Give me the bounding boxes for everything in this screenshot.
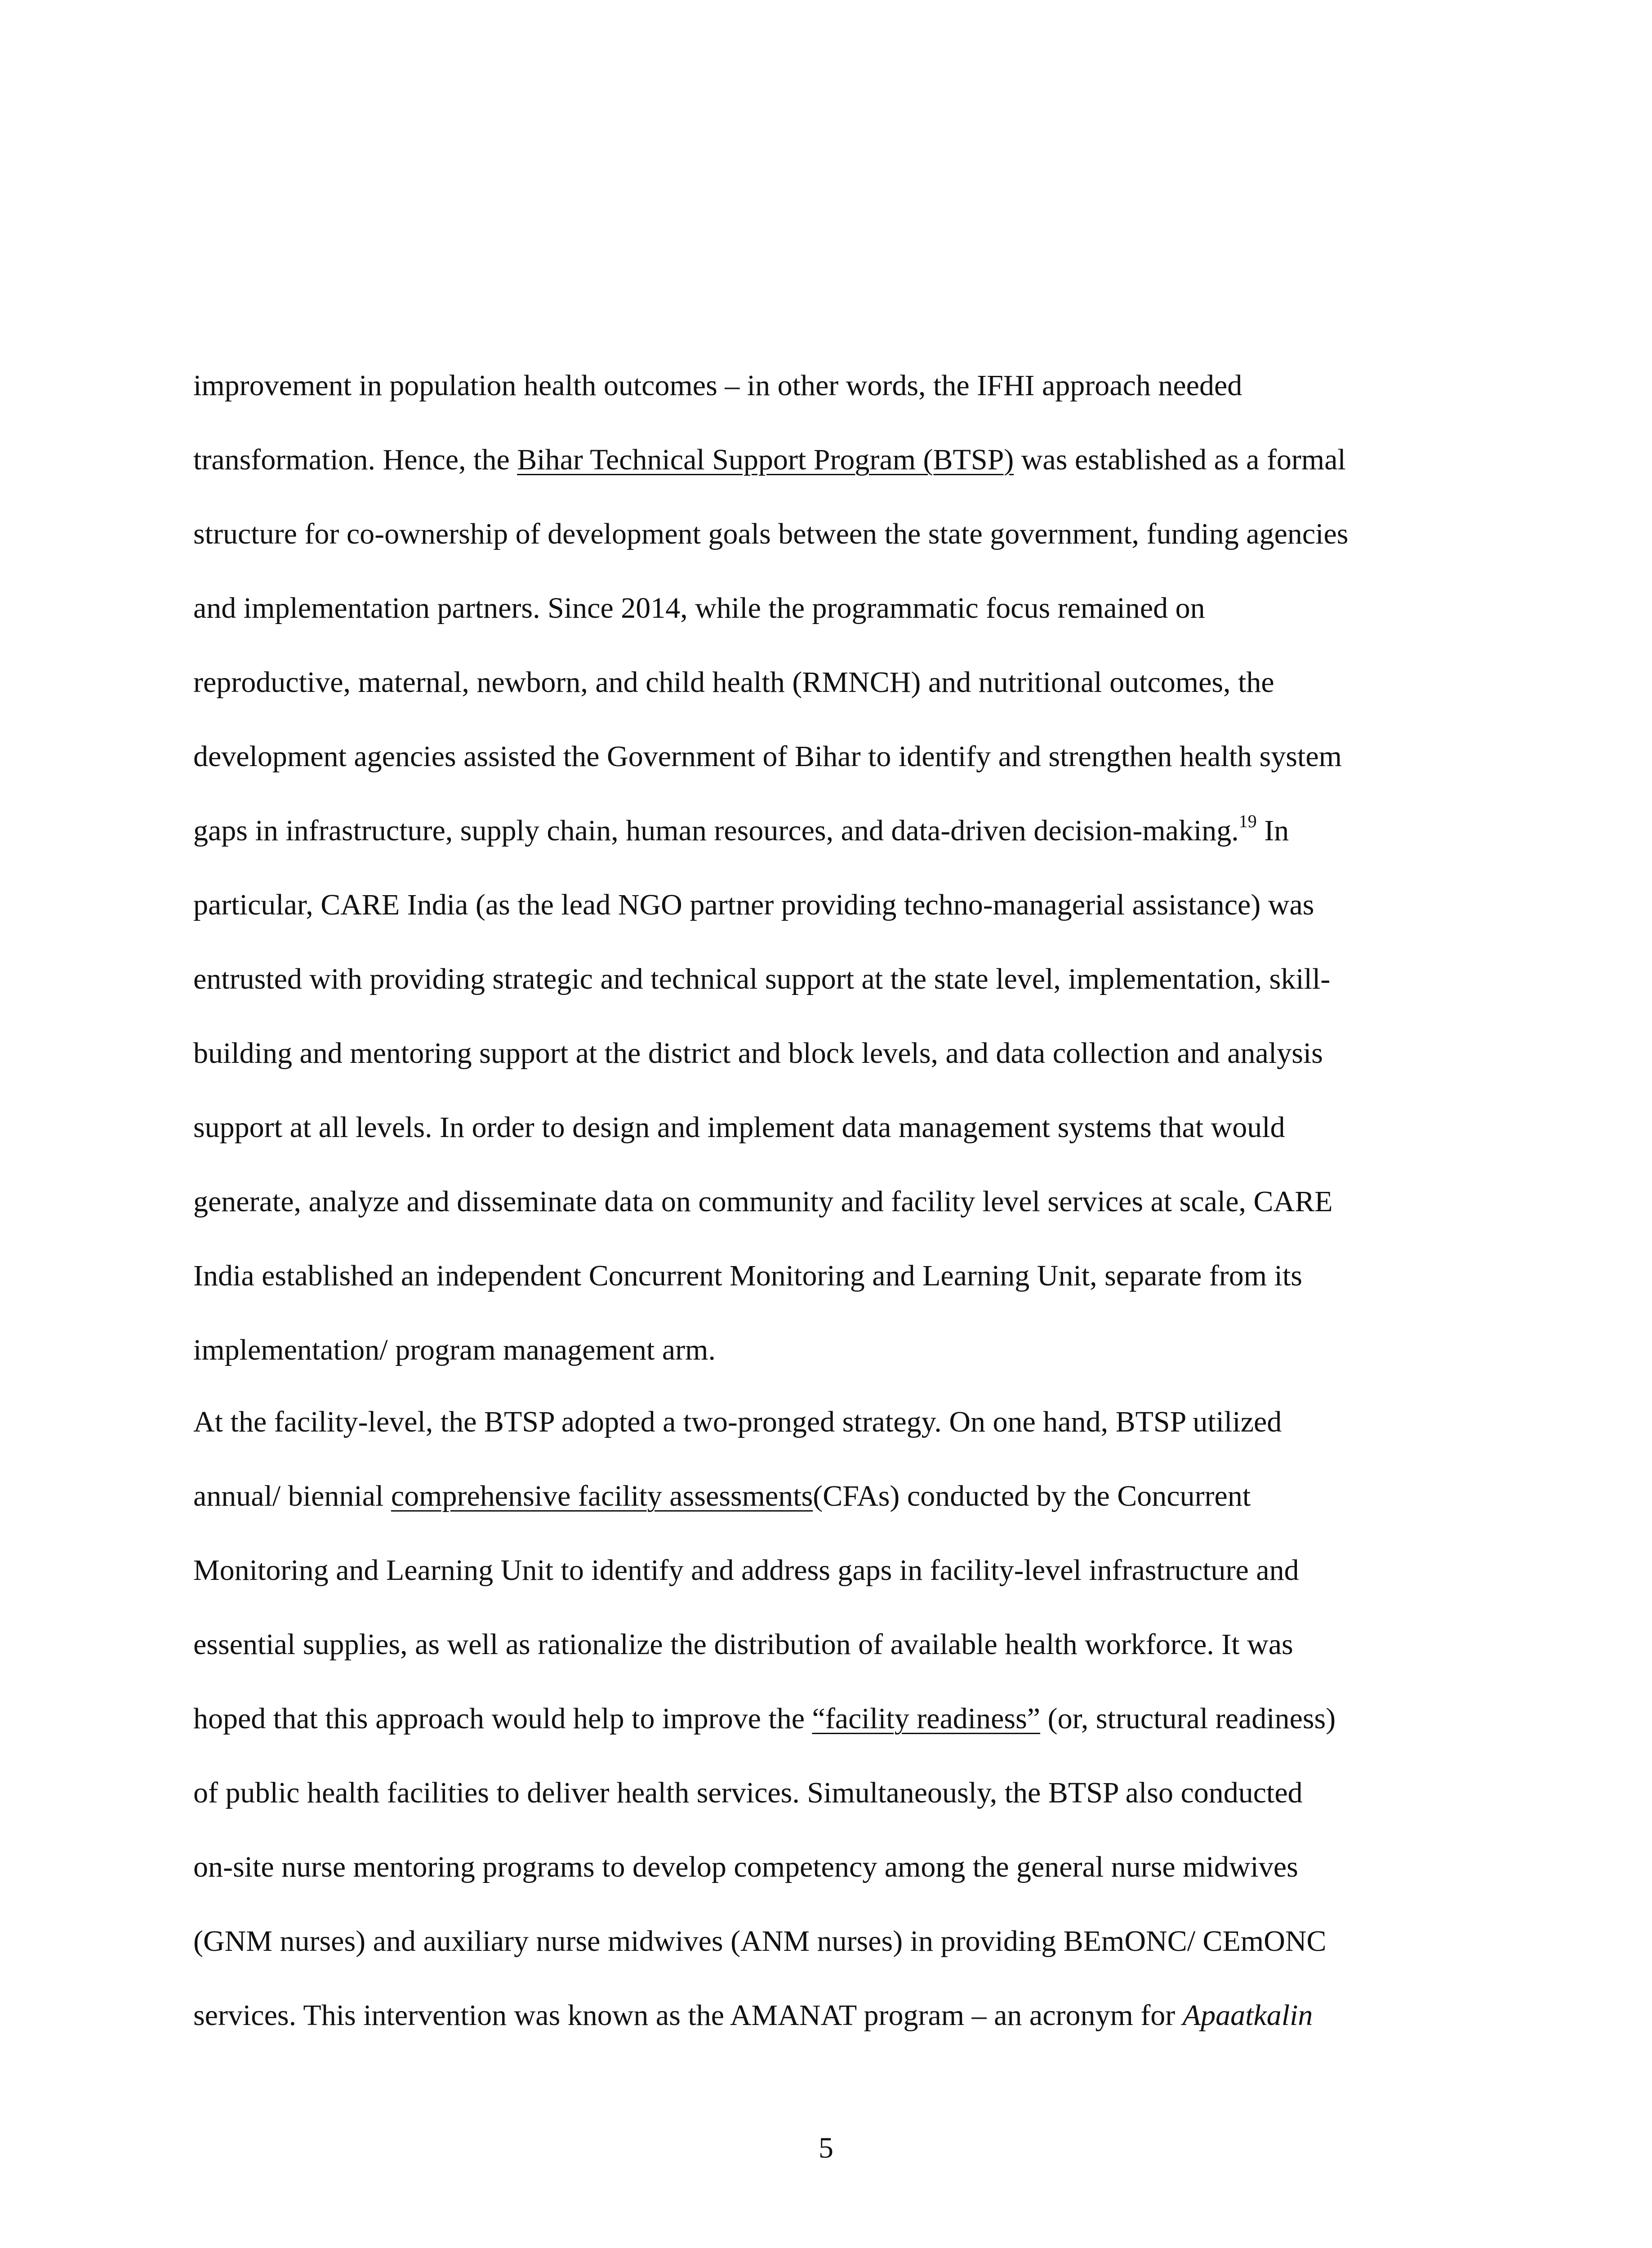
facility-readiness-link[interactable]: “facility readiness” — [812, 1702, 1041, 1735]
text-span: (or, structural readiness) — [1040, 1702, 1336, 1735]
text-line — [193, 1704, 1336, 1734]
text-line — [193, 811, 1289, 847]
text-line: entrusted with providing strategic and technical support at the state level, implementation, skill- — [193, 963, 1331, 995]
text-line: of public health facilities to deliver health services. Simultaneously, the BTSP also conducted — [193, 1776, 1303, 1809]
btsp-link[interactable]: Bihar Technical Support Program (BTSP) — [517, 443, 1014, 476]
text-span: In — [1256, 814, 1289, 847]
text-line: essential supplies, as well as rationalize the distribution of available health workforce. It was — [193, 1628, 1293, 1661]
text-line: (GNM nurses) and auxiliary nurse midwives (ANM nurses) in providing BEmONC/ CEmONC — [193, 1925, 1327, 1958]
text-line: development agencies assisted the Government of Bihar to identify and strengthen health system — [193, 740, 1342, 773]
text-line: reproductive, maternal, newborn, and child health (RMNCH) and nutritional outcomes, the — [193, 666, 1274, 699]
italic-term: Apaatkalin — [1182, 1999, 1313, 2032]
text-line: At the facility-level, the BTSP adopted a two-pronged strategy. On one hand, BTSP utilized — [193, 1405, 1282, 1438]
text-span: was established as a formal — [1014, 443, 1346, 476]
footnote-reference[interactable]: 19 — [1238, 811, 1257, 831]
text-line: generate, analyze and disseminate data on community and facility level services at scale, CARE — [193, 1185, 1333, 1218]
cfa-link[interactable]: comprehensive facility assessments — [391, 1480, 813, 1512]
text-line: structure for co-ownership of development goals between the state government, funding agencies — [193, 517, 1349, 550]
text-span: gaps in infrastructure, supply chain, human resources, and data-driven decision-making. — [193, 814, 1239, 847]
page-number: 5 — [819, 2132, 833, 2164]
text-line: and implementation partners. Since 2014, while the programmatic focus remained on — [193, 592, 1205, 624]
text-line: building and mentoring support at the district and block levels, and data collection and analysis — [193, 1037, 1323, 1070]
text-line: improvement in population health outcomes – in other words, the IFHI approach needed — [193, 369, 1242, 402]
text-line: support at all levels. In order to design and implement data management systems that would — [193, 1111, 1285, 1144]
text-span: transformation. Hence, the — [193, 443, 517, 476]
text-line: India established an independent Concurrent Monitoring and Learning Unit, separate from its — [193, 1259, 1302, 1292]
text-line: particular, CARE India (as the lead NGO partner providing techno-managerial assistance) was — [193, 888, 1314, 921]
text-line: on-site nurse mentoring programs to develop competency among the general nurse midwives — [193, 1851, 1298, 1883]
text-span: annual/ biennial — [193, 1480, 391, 1512]
text-span: services. This intervention was known as the AMANAT program – an acronym for — [193, 1999, 1183, 2032]
text-line: Monitoring and Learning Unit to identify and address gaps in facility-level infrastructure and — [193, 1554, 1299, 1587]
text-line — [193, 2001, 1313, 2030]
text-span: hoped that this approach would help to improve the — [193, 1702, 812, 1735]
text-span: (CFAs) conducted by the Concurrent — [813, 1480, 1251, 1512]
text-line — [193, 445, 1346, 475]
text-line — [193, 1481, 1251, 1511]
text-line: implementation/ program management arm. — [193, 1334, 716, 1366]
